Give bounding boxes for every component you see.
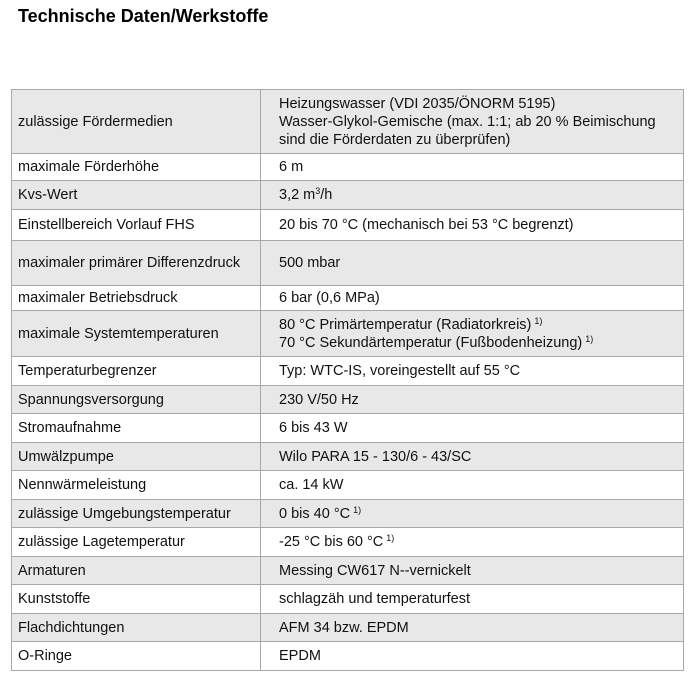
- row-value: [261, 90, 684, 154]
- table-row: [12, 90, 684, 154]
- row-value: schlagzäh und temperaturfest: [261, 585, 684, 614]
- row-value: Typ: WTC-IS, voreingestellt auf 55 °C: [261, 357, 684, 386]
- value-line: Wasser-Glykol-Gemische (max. 1:1; ab 20 % Beimischung sind die Förderdaten zu überprüfen): [279, 113, 656, 148]
- row-value: [261, 500, 684, 528]
- row-label: Umwälzpumpe: [12, 443, 261, 471]
- row-value: Messing CW617 N--vernickelt: [261, 557, 684, 585]
- row-value: 500 mbar: [261, 241, 684, 286]
- value-text: 0 bis 40 °C: [279, 505, 351, 522]
- row-value: AFM 34 bzw. EPDM: [261, 614, 684, 642]
- table-row: [12, 557, 684, 585]
- row-label: Einstellbereich Vorlauf FHS: [12, 210, 261, 241]
- table-row: [12, 386, 684, 414]
- row-value: [261, 311, 684, 357]
- table-row: [12, 585, 684, 614]
- footnote-marker: 1): [386, 533, 395, 543]
- row-value: Wilo PARA 15 - 130/6 - 43/SC: [261, 443, 684, 471]
- row-label: Temperaturbegrenzer: [12, 357, 261, 386]
- table-row: [12, 154, 684, 181]
- row-label: maximale Systemtemperaturen: [12, 311, 261, 357]
- row-label: maximaler Betriebsdruck: [12, 286, 261, 311]
- value-text: 70 °C Sekundärtemperatur (Fußbodenheizung): [279, 334, 583, 351]
- table-row: [12, 528, 684, 557]
- table-row: [12, 241, 684, 286]
- row-value: 6 m: [261, 154, 684, 181]
- footnote-marker: 1): [353, 504, 362, 515]
- row-label: maximaler primärer Differenzdruck: [12, 241, 261, 286]
- footnote-marker: 1): [534, 315, 543, 326]
- row-value: ca. 14 kW: [261, 471, 684, 500]
- row-label: zulässige Lagetemperatur: [12, 528, 261, 557]
- row-label: Stromaufnahme: [12, 414, 261, 443]
- row-value: 6 bar (0,6 MPa): [261, 286, 684, 311]
- value-line: [279, 316, 677, 334]
- row-value: EPDM: [261, 642, 684, 671]
- table-row: [12, 181, 684, 210]
- table-row: [12, 414, 684, 443]
- superscript: 3: [315, 186, 321, 196]
- value-line: Heizungswasser (VDI 2035/ÖNORM 5195): [279, 95, 556, 112]
- row-label: Spannungsversorgung: [12, 386, 261, 414]
- value-text: 80 °C Primärtemperatur (Radiatorkreis): [279, 316, 532, 333]
- table-row: [12, 443, 684, 471]
- table-row: [12, 614, 684, 642]
- row-value: 230 V/50 Hz: [261, 386, 684, 414]
- page-title: Technische Daten/Werkstoffe: [18, 6, 269, 26]
- table-row: [12, 500, 684, 528]
- table-row: [12, 471, 684, 500]
- value-unit: /h: [320, 187, 333, 203]
- table-row: [12, 357, 684, 386]
- row-value: 20 bis 70 °C (mechanisch bei 53 °C begrenzt): [261, 210, 684, 241]
- value-text: 3,2 m: [279, 187, 316, 203]
- row-label: Kvs-Wert: [12, 181, 261, 210]
- row-label: zulässige Umgebungstemperatur: [12, 500, 261, 528]
- row-value: 6 bis 43 W: [261, 414, 684, 443]
- table-row: [12, 642, 684, 671]
- footnote-marker: 1): [585, 333, 594, 344]
- row-label: Nennwärmeleistung: [12, 471, 261, 500]
- table-row: [12, 311, 684, 357]
- row-label: Kunststoffe: [12, 585, 261, 614]
- table-row: [12, 210, 684, 241]
- value-text: -25 °C bis 60 °C: [279, 534, 384, 550]
- value-line: [279, 334, 677, 352]
- row-label: maximale Förderhöhe: [12, 154, 261, 181]
- table-row: [12, 286, 684, 311]
- row-value: [261, 181, 684, 210]
- row-label: Armaturen: [12, 557, 261, 585]
- row-label: O-Ringe: [12, 642, 261, 671]
- row-label: zulässige Fördermedien: [12, 90, 261, 154]
- spec-table: [11, 89, 684, 671]
- row-label: Flachdichtungen: [12, 614, 261, 642]
- row-value: [261, 528, 684, 557]
